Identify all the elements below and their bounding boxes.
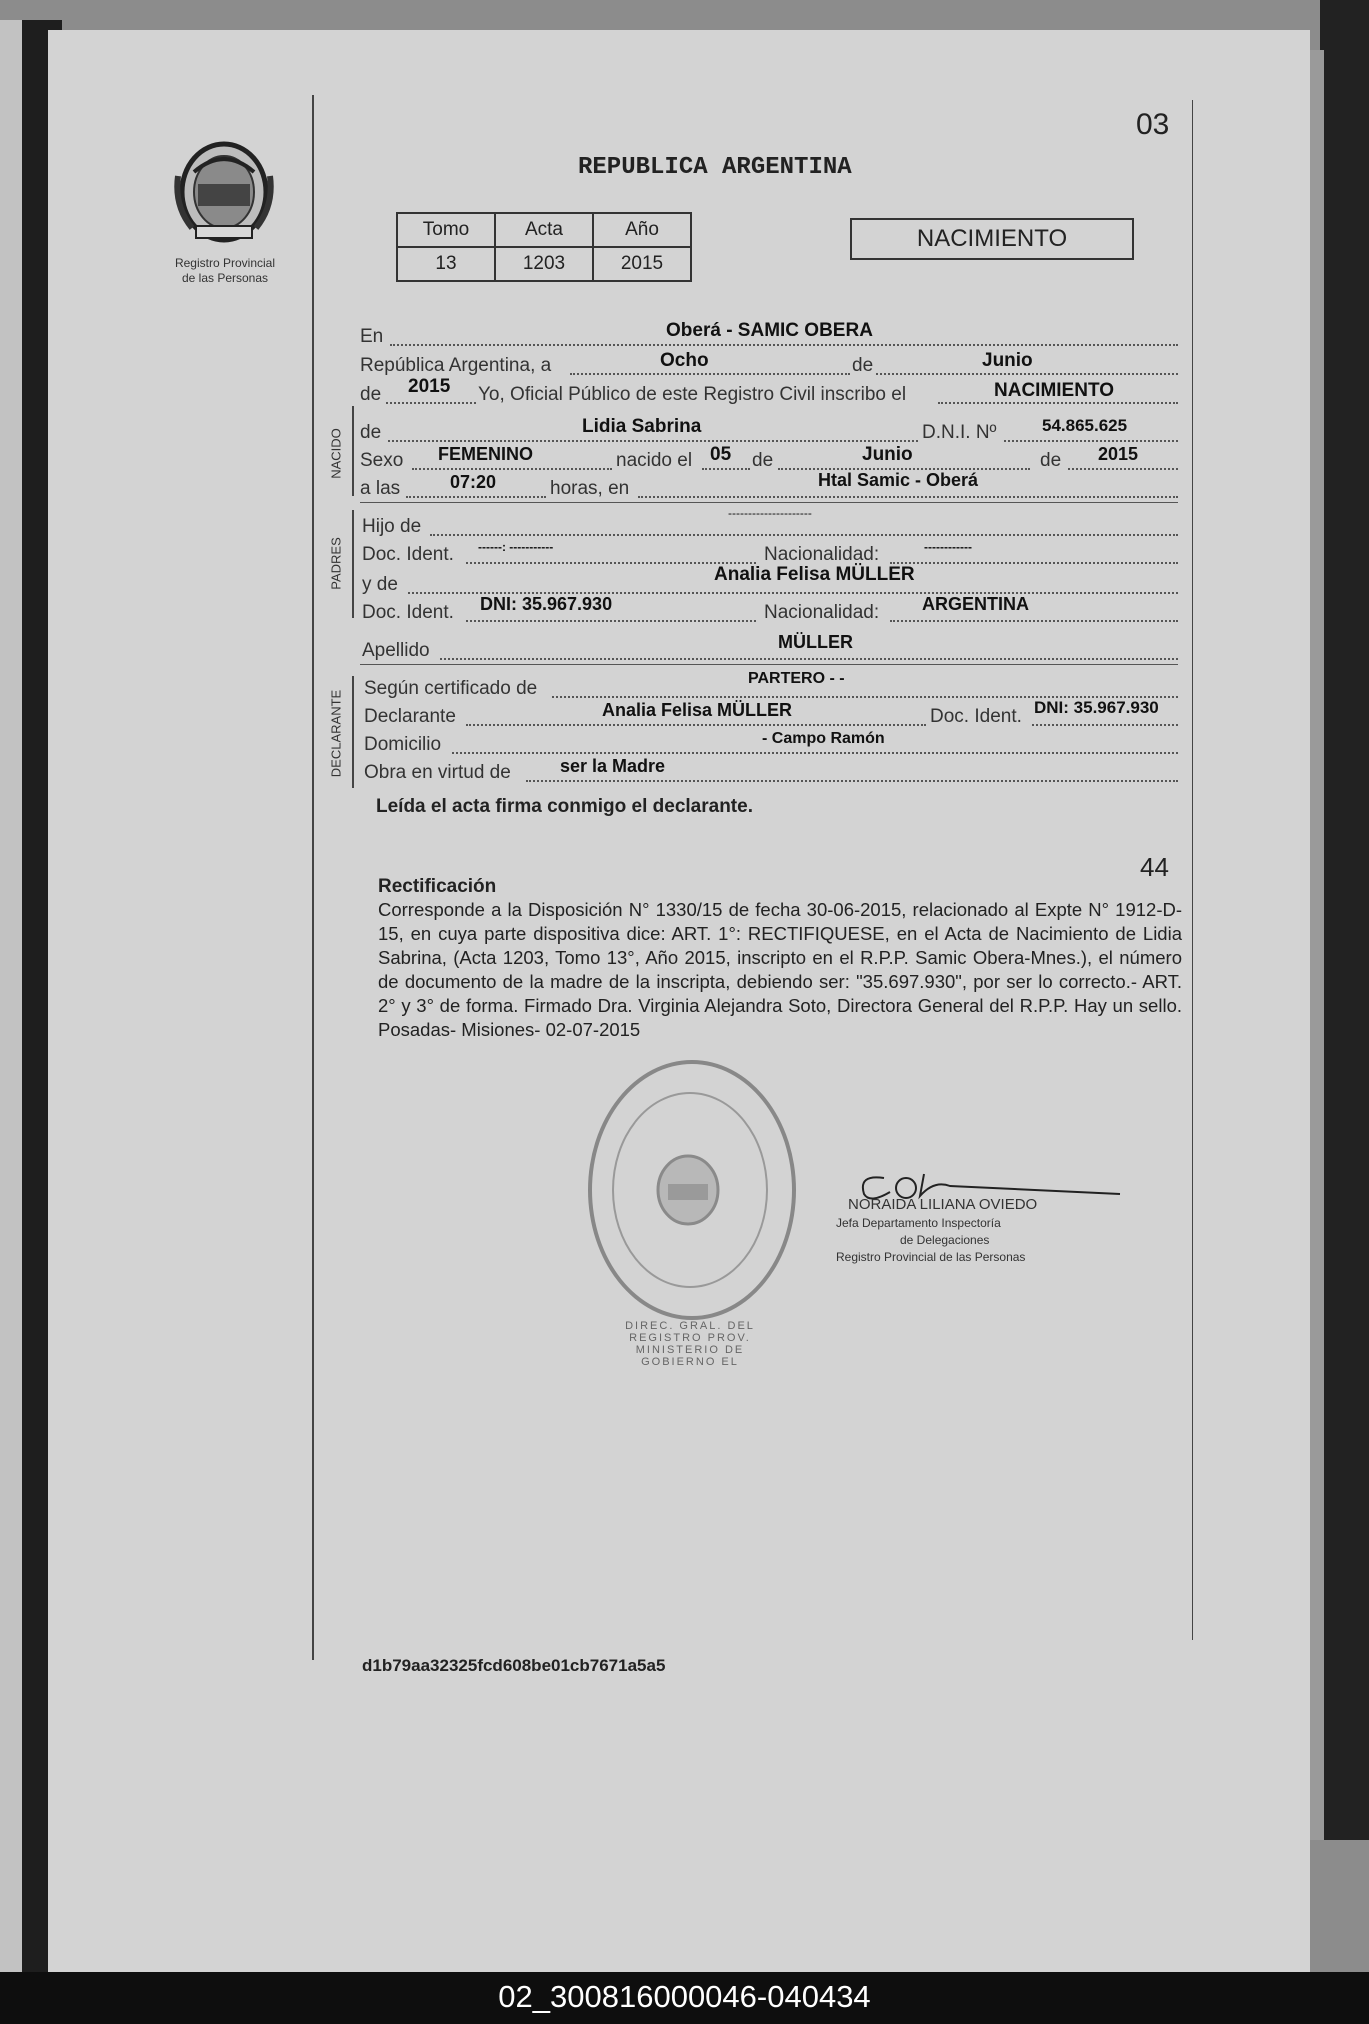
dots [702,468,750,470]
rectification-number: 44 [1140,852,1169,882]
rectification-body: Corresponde a la Disposición N° 1330/15 de fecha 30-06-2015, relacionado al Expte N° 1912-D-15, en cuya parte dispositiva dice: ART. 1°: RECTIFIQUESE, en el Acta de Nacimiento de Lidia Sabrina, (Acta 1203, Tomo 13°, Año 2015, inscripto en el R.P.P. Samic Obera-Mnes.), el número de documento de la madre de la inscripta, debiendo ser: "35.697.930", por ser lo correcto.- ART. 2° y 3° de forma. Firmado Dra. Virginia Alejandra Soto, Directora General del R.P.P. Hay un sello. Posadas- Misiones- 02-07-2015 [378,899,1182,1040]
record-table [396,212,692,282]
father-doc-label: Doc. Ident. [362,544,454,565]
declarante-label: Declarante [364,706,456,727]
declarant-value: Analia Felisa MÜLLER [602,700,793,720]
address-value: - Campo Ramón [762,730,885,747]
logo-caption-line2: de las Personas [181,271,269,285]
de-label: de [360,384,382,405]
segun-label: Según certificado de [364,678,538,699]
hijo-de-label: Hijo de [362,516,422,537]
nacido-bracket [352,406,354,496]
mother-doc-value: DNI: 35.967.930 [480,594,613,614]
apellido-label: Apellido [362,640,430,661]
section-divider [360,664,1178,665]
padres-bracket [352,510,354,618]
dots [1032,724,1178,726]
document-title: REPUBLICA ARGENTINA [578,154,852,181]
certificate-value: PARTERO - - [748,670,845,687]
signature-name: NORAIDA LILIANA OVIEDO [848,1196,1038,1213]
nacido-el-label: nacido el [616,450,693,471]
birth-day-value: 05 [710,444,732,465]
de-label: de [360,422,382,443]
birth-year-value: 2015 [1098,444,1139,464]
father-doc-value: ------: ----------- [478,540,554,554]
ano-value: 2015 [593,247,691,281]
horas-label: horas, en [550,478,630,499]
time-value: 07:20 [450,472,497,492]
signature-title1: Jefa Departamento Inspectoría [836,1216,1001,1230]
month-value: Junio [982,350,1033,371]
dots [876,373,1178,375]
dots [390,344,1178,346]
mother-doc-label: Doc. Ident. [362,602,454,623]
dots [388,440,918,442]
seal-emblem-icon [650,1150,726,1230]
sexo-label: Sexo [360,450,404,471]
record-type-box: NACIMIENTO [850,218,1134,260]
birth-place-value: Htal Samic - Oberá [818,470,979,490]
padres-side-label: PADRES [328,537,344,590]
father-value: --------------------- [728,506,812,520]
declarant-doc-value: DNI: 35.967.930 [1034,698,1159,717]
mother-nat-value: ARGENTINA [922,594,1029,614]
right-dark-edge [1320,0,1369,1840]
logo-caption-line1: Registro Provincial [174,256,276,270]
signature-title3: Registro Provincial de las Personas [836,1250,1026,1264]
obra-label: Obra en virtud de [364,762,511,783]
dni-label: D.N.I. Nº [922,422,997,443]
alas-label: a las [360,478,401,499]
de-label: de [1040,450,1062,471]
declarante-bracket [352,676,354,788]
acta-value: 1203 [495,247,593,281]
mother-value: Analia Felisa MÜLLER [714,564,915,585]
father-nat-label: Nacionalidad: [764,544,880,565]
dots [890,620,1178,622]
dots [406,496,546,498]
mother-nat-label: Nacionalidad: [764,602,880,623]
surname-value: MÜLLER [778,632,853,652]
declarante-side-label: DECLARANTE [328,689,344,778]
dots [638,496,1178,498]
domicilio-label: Domicilio [364,734,442,755]
closing-text: Leída el acta firma conmigo el declarante. [376,796,753,817]
republica-label: República Argentina, a [360,355,552,376]
capacity-value: ser la Madre [560,756,666,776]
scan-footer-id: 02_300816000046-040434 [0,1972,1369,2024]
declarant-doc-label: Doc. Ident. [930,706,1022,727]
oficial-text: Yo, Oficial Público de este Registro Civil inscribo el [478,384,907,405]
seal-text: DIREC. GRAL. DEL REGISTRO PROV. MINISTERIO DE GOBIERNO EL [625,1320,755,1368]
misiones-emblem-icon [172,136,276,248]
yde-label: y de [362,574,398,595]
inscribed-value: NACIMIENTO [994,380,1114,401]
father-nat-value: ------------ [924,540,972,554]
dots [938,402,1178,404]
dots [890,562,1178,564]
dots [570,373,850,375]
dots [1004,440,1178,442]
rectification-title: Rectificación [378,876,497,897]
document-hash: d1b79aa32325fcd608be01cb7671a5a5 [362,1656,666,1675]
dots [466,724,926,726]
de-label: de [752,450,774,471]
dni-value: 54.865.625 [1042,416,1128,435]
tomo-header: Tomo [397,213,495,247]
dots [466,620,756,622]
nacido-side-label: NACIDO [328,428,344,479]
day-value: Ocho [660,350,709,371]
sex-value: FEMENINO [438,444,534,464]
birth-month-value: Junio [862,444,913,465]
dots [412,468,612,470]
en-label: En [360,326,384,347]
year-value: 2015 [408,376,451,397]
dots [452,752,1178,754]
dots [526,780,1178,782]
right-margin-rule [1192,100,1193,1640]
tomo-value: 13 [397,247,495,281]
dots [386,402,476,404]
ano-header: Año [593,213,691,247]
left-margin-rule [312,95,314,1660]
name-value: Lidia Sabrina [582,416,702,437]
acta-header: Acta [495,213,593,247]
dots [430,534,1178,536]
dots [1068,468,1178,470]
signature-title2: de Delegaciones [900,1233,990,1247]
place-value: Oberá - SAMIC OBERA [666,320,873,341]
dots [466,562,756,564]
section-divider [360,502,1178,503]
dots [440,658,1178,660]
page-number: 03 [1136,108,1170,141]
de-label: de [852,355,874,376]
